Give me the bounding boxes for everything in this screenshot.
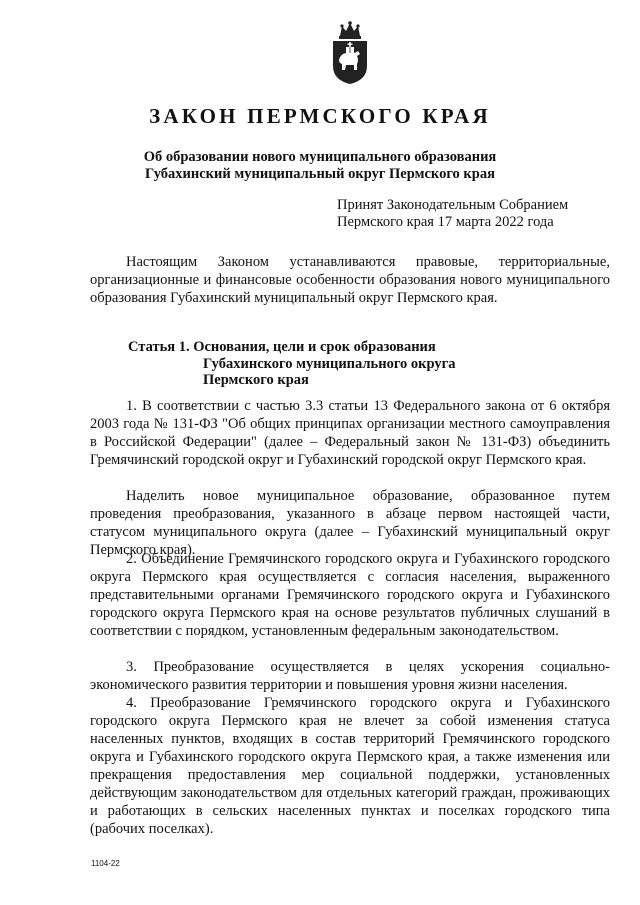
article-1-part-4-paragraph: 4. Преобразование Гремячинского городского округа и Губахинского городского округа Пермского края не влечет за собой изменения статуса населенных пунктов, входящих в состав территорий Гремячинского городского округа и Губахинского городского округа Пермского края, а также изменения или прекращения предоставления мер социальной поддержки, установленных действующим законодательством для отдельных категорий граждан, проживающих и работающих в сельских населенных пунктах и поселках городского типа (рабочих поселках).	[90, 695, 610, 837]
perm-krai-coat-of-arms-icon	[327, 20, 373, 86]
article-1-heading-line-2: Губахинского муниципального округа	[203, 355, 456, 372]
law-subtitle-line-1: Об образовании нового муниципального образования	[143, 149, 497, 165]
adoption-note-line-1: Принят Законодательным Собранием	[337, 197, 569, 213]
law-subtitle-line-2: Губахинский муниципальный округ Пермского края	[145, 166, 495, 182]
preamble-paragraph: Настоящим Законом устанавливаются правовые, территориальные, организационные и финансовые особенности образования нового муниципального образования Губахинский муниципальный округ Пермского края.	[90, 254, 610, 306]
article-1-part-1-second-paragraph: Наделить новое муниципальное образование, образованное путем проведения преобразования, указанного в абзаце первом настоящей части, статусом муниципального округа (далее – Губахинский муниципальный округ Пермского края).	[90, 488, 610, 558]
adoption-note	[337, 197, 568, 231]
article-1-heading	[128, 339, 455, 389]
law-title: ЗАКОН ПЕРМСКОГО КРАЯ	[149, 104, 491, 128]
law-subtitle	[0, 149, 640, 183]
article-1-part-1-paragraph: 1. В соответствии с частью 3.3 статьи 13 Федерального закона от 6 октября 2003 года № 131-ФЗ "Об общих принципах организации местного самоуправления в Российской Федерации" (далее – Федеральный закон № 131-ФЗ) объединить Гремячинский городской округ и Губахинский городской округ Пермского края.	[90, 398, 610, 468]
document-code: 1104-22	[91, 859, 120, 868]
article-1-heading-line-3: Пермского края	[203, 372, 309, 388]
article-1-part-3-paragraph: 3. Преобразование осуществляется в целях ускорения социально-экономического развития территории и повышения уровня жизни населения.	[90, 659, 610, 693]
adoption-note-line-2: Пермского края 17 марта 2022 года	[337, 214, 554, 230]
article-1-heading-line-1: Статья 1. Основания, цели и срок образования	[128, 339, 436, 355]
article-1-part-2-paragraph: 2. Объединение Гремячинского городского округа и Губахинского городского округа Пермского края осуществляется с согласия населения, выраженного представительными органами Гремячинского городского округа и Губахинского городского округа Пермского края на основе результатов публичных слушаний в соответствии с порядком, установленным федеральным законодательством.	[90, 551, 610, 639]
